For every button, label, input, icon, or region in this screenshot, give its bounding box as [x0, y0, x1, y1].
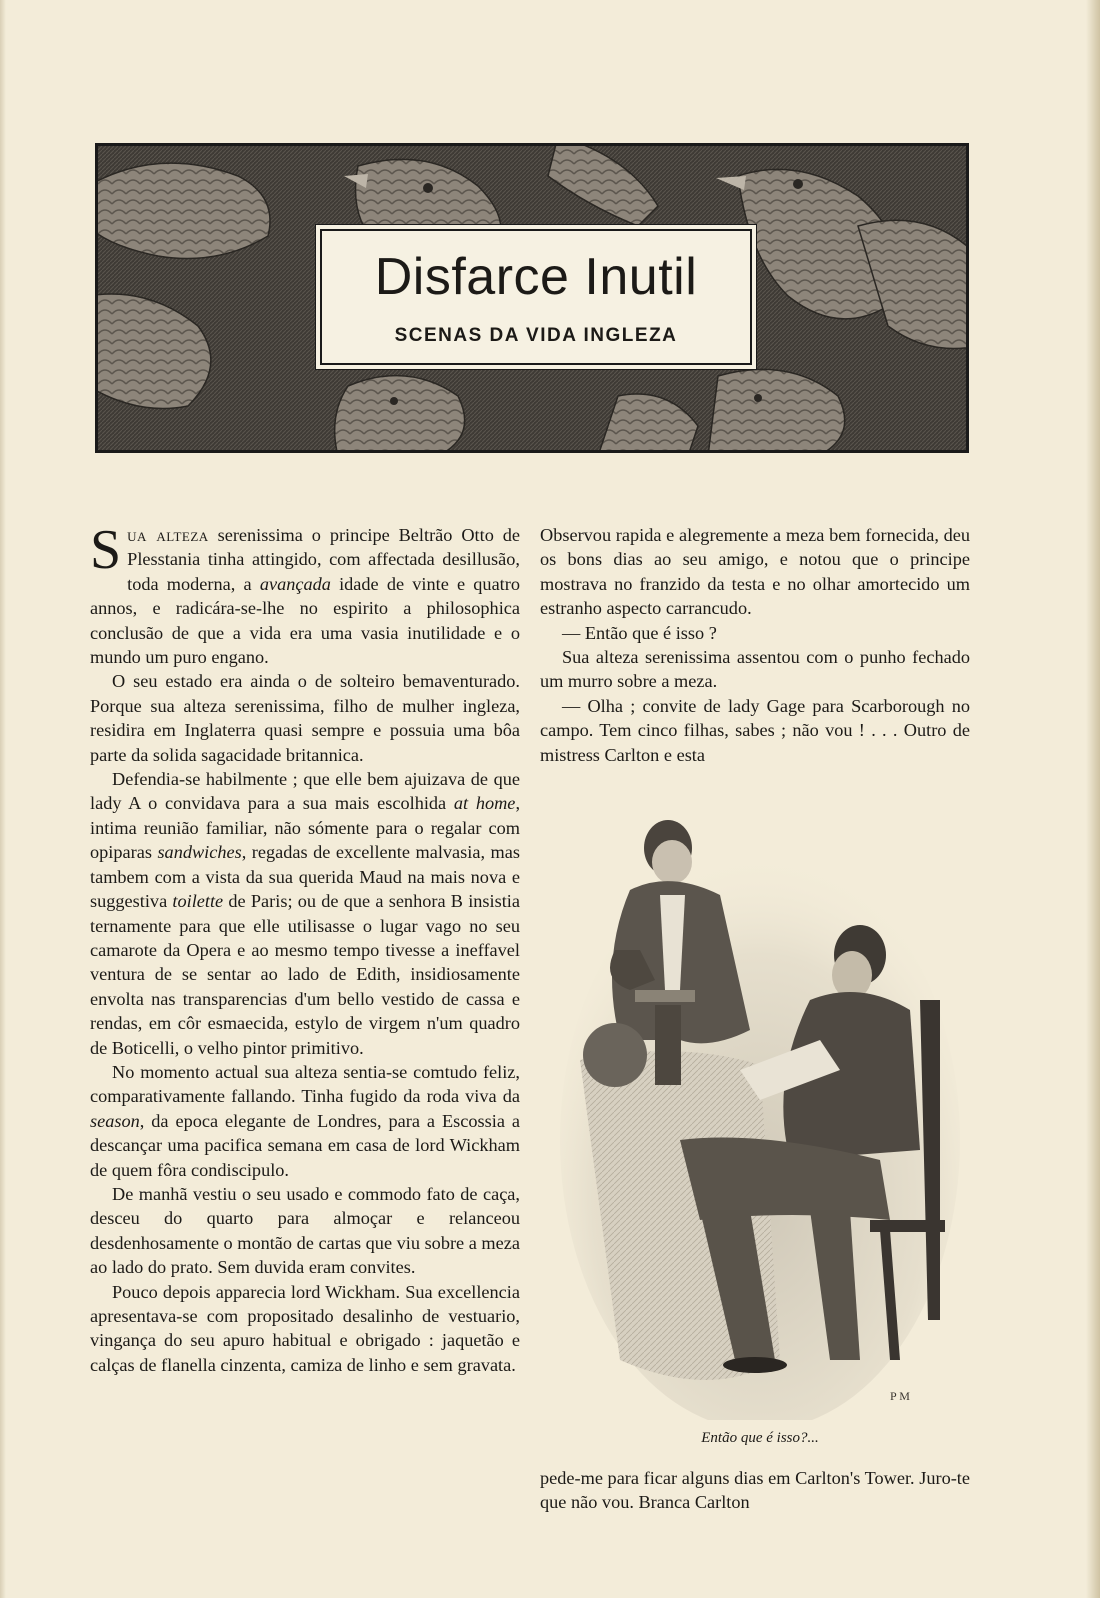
article-subtitle: SCENAS DA VIDA INGLEZA: [394, 325, 678, 346]
text-run: de Paris; ou de que a senhora B insistia ternamente para que elle utilisasse o lugar vago no seu camarote da Opera e ao mesmo tempo tivesse a ineffavel ventura de se sentar ao lado de Edith, insidiosamente envolta nas transparencias d'um bello vestido de cassa e rendas, em côr esmaecida, estylo de virgem n'um quadro de Boticelli, o velho pintor primitivo.: [90, 891, 520, 1058]
paragraph: De manhã vestiu o seu usado e commodo fato de caça, desceu do quarto para almoçar e relanceou desdenhosamente o montão de cartas que viu sobre a meza ao lado do prato. Sem duvida eram convites.: [90, 1183, 520, 1278]
paragraph: pede-me para ficar alguns dias em Carlton's Tower. Juro-te que não vou. Branca Carlton: [540, 1468, 970, 1513]
article-title: Disfarce Inutil: [374, 248, 698, 306]
paragraph: [90, 519, 520, 669]
left-column: [90, 519, 521, 1377]
text-run: idade de vinte e quatro annos, e radicára-se-lhe no espirito a philosophica conclusão de que a vida era uma vasia inutilidade e o mundo um puro engano.: [90, 573, 520, 668]
page-edge-right: [1086, 0, 1100, 1598]
text-run: serenissima o principe Beltrão Otto de Plesstania tinha attingido, com affectada desillusão, toda moderna, a: [127, 525, 520, 594]
paragraph: Observou rapida e alegremente a meza bem fornecida, deu os bons dias ao seu amigo, e notou que o principe mostrava no franzido da testa e no olhar amortecido um estranho aspecto carrancudo.: [540, 525, 970, 619]
illustration-caption: Então que é isso?...: [701, 1430, 819, 1446]
text-run: , da epoca elegante de Londres, para a Escossia a descançar uma pacifica semana em casa de lord Wickham de quem fôra condiscipulo.: [90, 1110, 520, 1180]
italic-text: toilette: [172, 891, 224, 912]
artist-signature: P M: [890, 1389, 910, 1403]
text-run: No momento actual sua alteza sentia-se comtudo feliz, comparativamente fallando. Tinha fugido da roda viva da: [90, 1061, 520, 1107]
right-column-top: [540, 523, 970, 767]
text-run: , intima reunião familiar, não sómente para o regalar com opiparas: [90, 793, 521, 863]
paragraph: Pouco depois apparecia lord Wickham. Sua excellencia apresentava-se com propositado desalinho de vestuario, vingança do seu apuro habitual e obrigado : jaquetão e calças de flanella cinzenta, camiza de linho e sem gravata.: [90, 1281, 520, 1375]
engraving-illustration: [560, 800, 960, 1420]
italic-text: season: [90, 1110, 140, 1131]
page-edge-left: [0, 0, 6, 1598]
text-run: Defendia-se habilmente ; que elle bem ajuizava de que lady A o convidava para a sua mais escolhida: [90, 769, 520, 814]
title-box: [320, 229, 752, 365]
header-banner: [95, 143, 969, 453]
italic-text: at home: [453, 793, 516, 814]
opening-smallcaps: ua alteza: [127, 525, 209, 545]
text-run: , regadas de excellente malvasia, mas tambem com a vista da sua querida Maud na mais nova e suggestiva: [90, 842, 520, 912]
right-column-bottom: [540, 1466, 970, 1515]
paragraph: O seu estado era ainda o de solteiro bemaventurado. Porque sua alteza serenissima, filho de mulher ingleza, residira em Inglaterra quasi sempre e possuia uma bôa parte da solida sagacidade britannica.: [90, 671, 520, 765]
paragraph: — Olha ; convite de lady Gage para Scarborough no campo. Tem cinco filhas, sabes ; não vou ! . . . Outro de mistress Carlton e esta: [540, 695, 970, 765]
italic-text: sandwiches: [157, 842, 242, 863]
paragraph: [90, 1060, 520, 1182]
italic-text: avançada: [259, 573, 331, 594]
paragraph: — Então que é isso ?: [562, 622, 717, 643]
paragraph: Sua alteza serenissima assentou com o punho fechado um murro sobre a meza.: [540, 647, 970, 692]
paragraph: [90, 767, 520, 1060]
drop-cap: S: [90, 519, 122, 581]
